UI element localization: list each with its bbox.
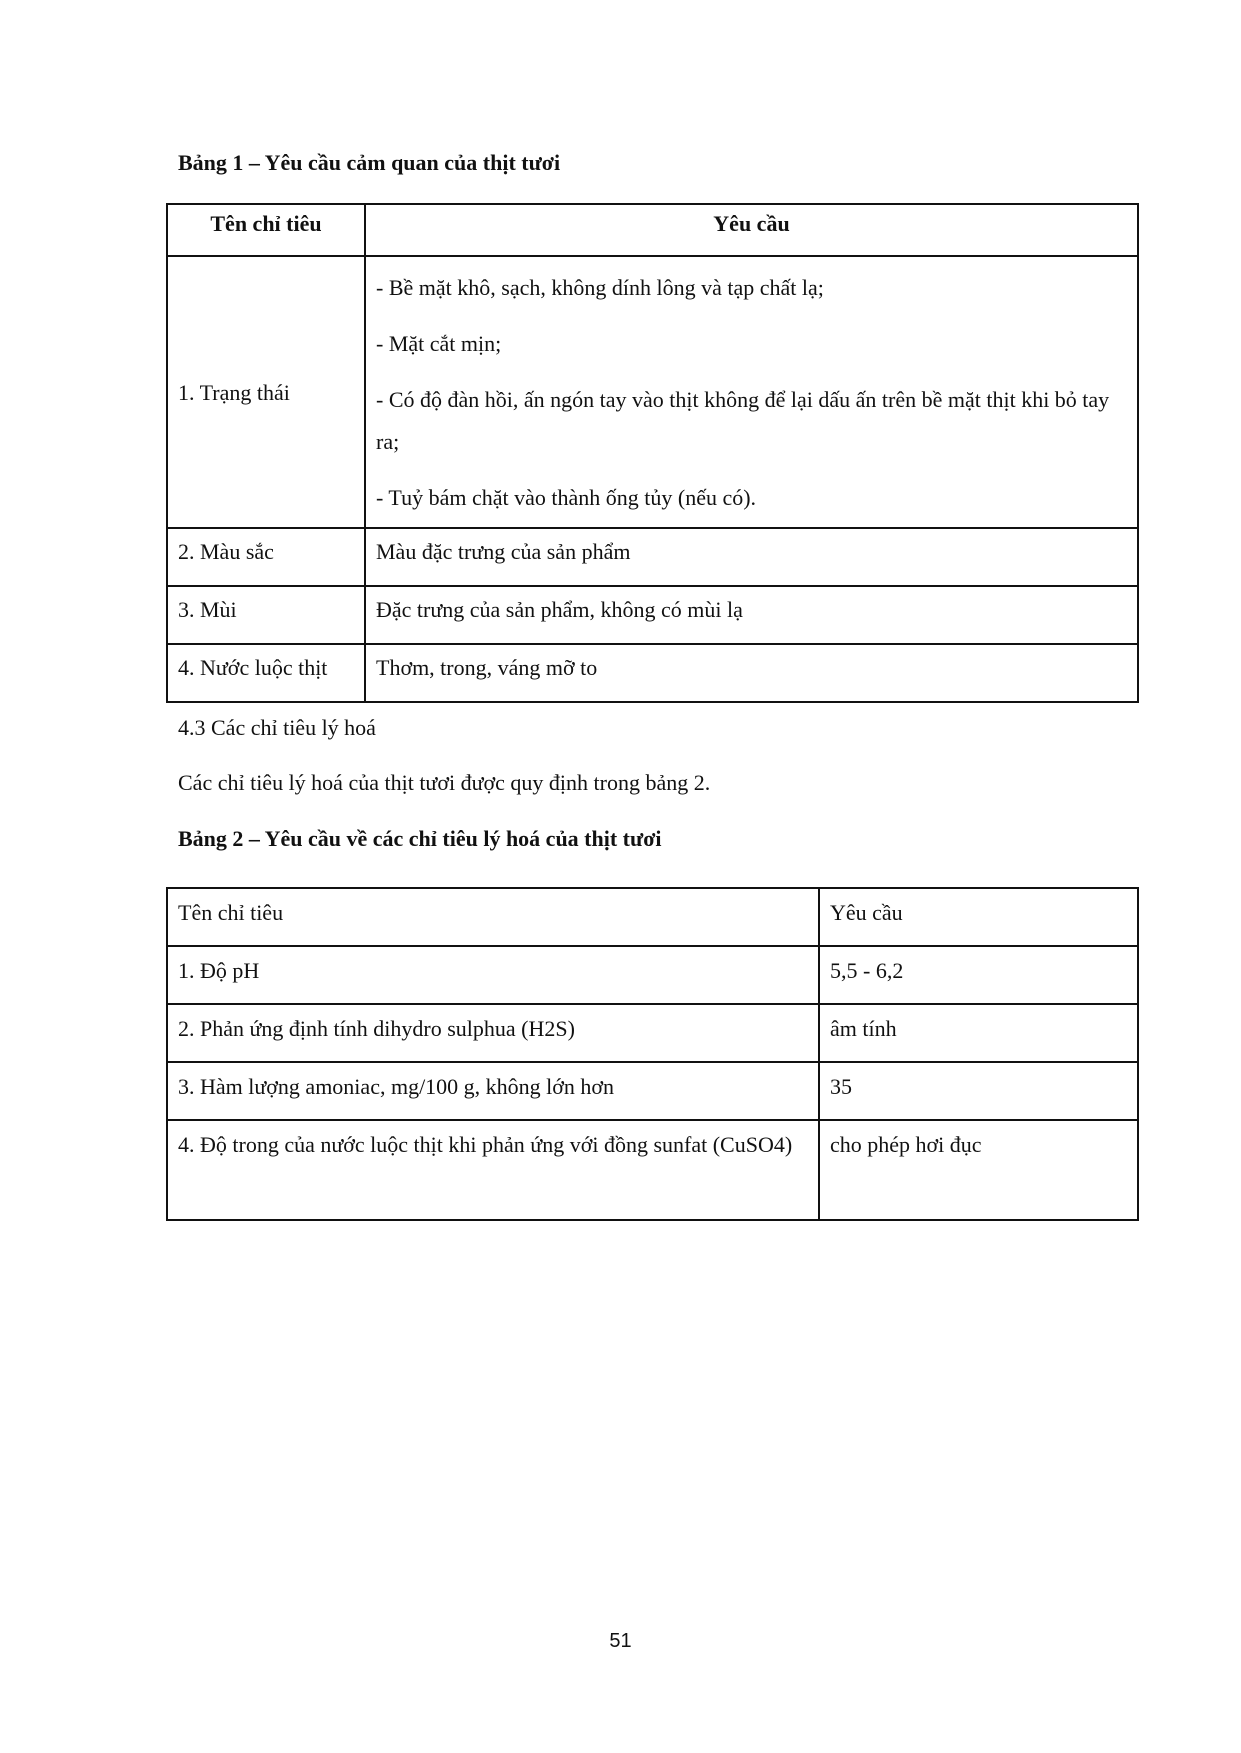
requirement-line: - Tuỷ bám chặt vào thành ống tủy (nếu có). xyxy=(376,485,757,510)
table-row xyxy=(167,1062,1138,1120)
criterion-cell: 4. Nước luộc thịt xyxy=(167,644,365,702)
requirement-cell: 5,5 - 6,2 xyxy=(819,946,1138,1004)
physicochemical-requirements-table xyxy=(166,887,1139,1221)
requirement-line: - Có độ đàn hồi, ấn ngón tay vào thịt không để lại dấu ấn trên bề mặt thịt khi bỏ tay ra; xyxy=(376,387,1110,454)
column-header-requirement: Yêu cầu xyxy=(819,888,1138,946)
table-row xyxy=(167,1120,1138,1220)
requirement-cell: Đặc trưng của sản phẩm, không có mùi lạ xyxy=(365,586,1138,644)
sensory-requirements-table xyxy=(166,203,1139,703)
criterion-cell: 1. Trạng thái xyxy=(167,256,365,528)
table-row xyxy=(167,644,1138,702)
table-row xyxy=(167,256,1138,528)
requirement-cell: 35 xyxy=(819,1062,1138,1120)
section-heading: 4.3 Các chỉ tiêu lý hoá xyxy=(178,715,376,740)
table-header-row xyxy=(167,204,1138,256)
requirement-cell: âm tính xyxy=(819,1004,1138,1062)
requirement-line: - Mặt cắt mịn; xyxy=(376,331,502,356)
criterion-cell: 1. Độ pH xyxy=(167,946,819,1004)
requirement-cell: Thơm, trong, váng mỡ to xyxy=(365,644,1138,702)
column-header-requirement: Yêu cầu xyxy=(365,204,1138,256)
table1-caption: Bảng 1 – Yêu cầu cảm quan của thịt tươi xyxy=(178,150,561,175)
criterion-cell: 2. Màu sắc xyxy=(167,528,365,586)
criterion-cell: 3. Hàm lượng amoniac, mg/100 g, không lớn hơn xyxy=(167,1062,819,1120)
column-header-criterion: Tên chỉ tiêu xyxy=(167,888,819,946)
criterion-cell: 4. Độ trong của nước luộc thịt khi phản ứng với đồng sunfat (CuSO4) xyxy=(167,1120,819,1220)
requirement-cell: Màu đặc trưng của sản phẩm xyxy=(365,528,1138,586)
table-row xyxy=(167,528,1138,586)
page-number: 51 xyxy=(609,1630,632,1652)
table-row xyxy=(167,586,1138,644)
requirement-line: - Bề mặt khô, sạch, không dính lông và tạp chất lạ; xyxy=(376,275,824,300)
table-row xyxy=(167,1004,1138,1062)
column-header-criterion: Tên chỉ tiêu xyxy=(167,204,365,256)
requirement-cell: cho phép hơi đục xyxy=(819,1120,1138,1220)
table-header-row xyxy=(167,888,1138,946)
criterion-cell: 2. Phản ứng định tính dihydro sulphua (H2S) xyxy=(167,1004,819,1062)
requirement-cell xyxy=(365,256,1138,528)
table2-caption: Bảng 2 – Yêu cầu về các chỉ tiêu lý hoá của thịt tươi xyxy=(178,826,662,851)
table-row xyxy=(167,946,1138,1004)
section-text: Các chỉ tiêu lý hoá của thịt tươi được quy định trong bảng 2. xyxy=(178,770,711,795)
criterion-cell: 3. Mùi xyxy=(167,586,365,644)
